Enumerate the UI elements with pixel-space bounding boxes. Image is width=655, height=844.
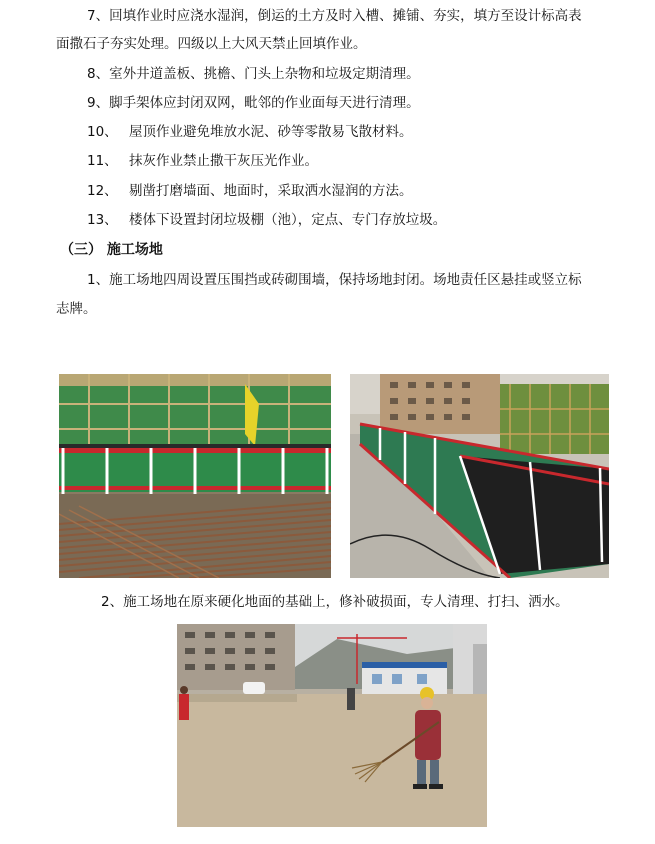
item-11 (87, 151, 318, 171)
site-item-1-line-1: 1、施工场地四周设置压围挡或砖砌围墙，保持场地封闭。场地责任区悬挂或竖立标 (87, 272, 582, 288)
item-11-text: 抹灰作业禁止撒干灰压光作业。 (129, 153, 318, 169)
photo-fence-along-road (350, 374, 609, 578)
section-3-heading: （三） 施工场地 (60, 242, 163, 258)
item-12-text: 剔凿打磨墙面、地面时，采取洒水湿润的方法。 (129, 183, 413, 199)
photo-worker-sweeping (177, 624, 487, 827)
item-12 (87, 181, 413, 201)
item-7-line-2: 面撒石子夯实处理。四级以上大风天禁止回填作业。 (56, 36, 367, 52)
item-13-number: 13、 (87, 212, 118, 228)
item-13 (87, 210, 446, 230)
item-10-text: 屋顶作业避免堆放水泥、砂等零散易飞散材料。 (129, 124, 413, 140)
item-11-number: 11、 (87, 153, 118, 169)
item-12-number: 12、 (87, 183, 118, 199)
item-13-text: 楼体下设置封闭垃圾棚（池），定点、专门存放垃圾。 (129, 212, 447, 228)
item-8: 8、室外井道盖板、挑檐、门头上杂物和垃圾定期清理。 (87, 66, 420, 82)
photo-green-fence-rebar (59, 374, 331, 578)
item-10-number: 10、 (87, 124, 118, 140)
item-7-line-1: 7、回填作业时应浇水湿润，倒运的土方及时入槽、摊铺、夯实，填方至设计标高表 (87, 8, 582, 24)
item-9: 9、脚手架体应封闭双网，毗邻的作业面每天进行清理。 (87, 95, 420, 111)
item-10 (87, 122, 413, 142)
site-item-2: 2、施工场地在原来硬化地面的基础上，修补破损面，专人清理、打扫、洒水。 (101, 594, 569, 610)
site-item-1-line-2: 志牌。 (56, 301, 97, 317)
